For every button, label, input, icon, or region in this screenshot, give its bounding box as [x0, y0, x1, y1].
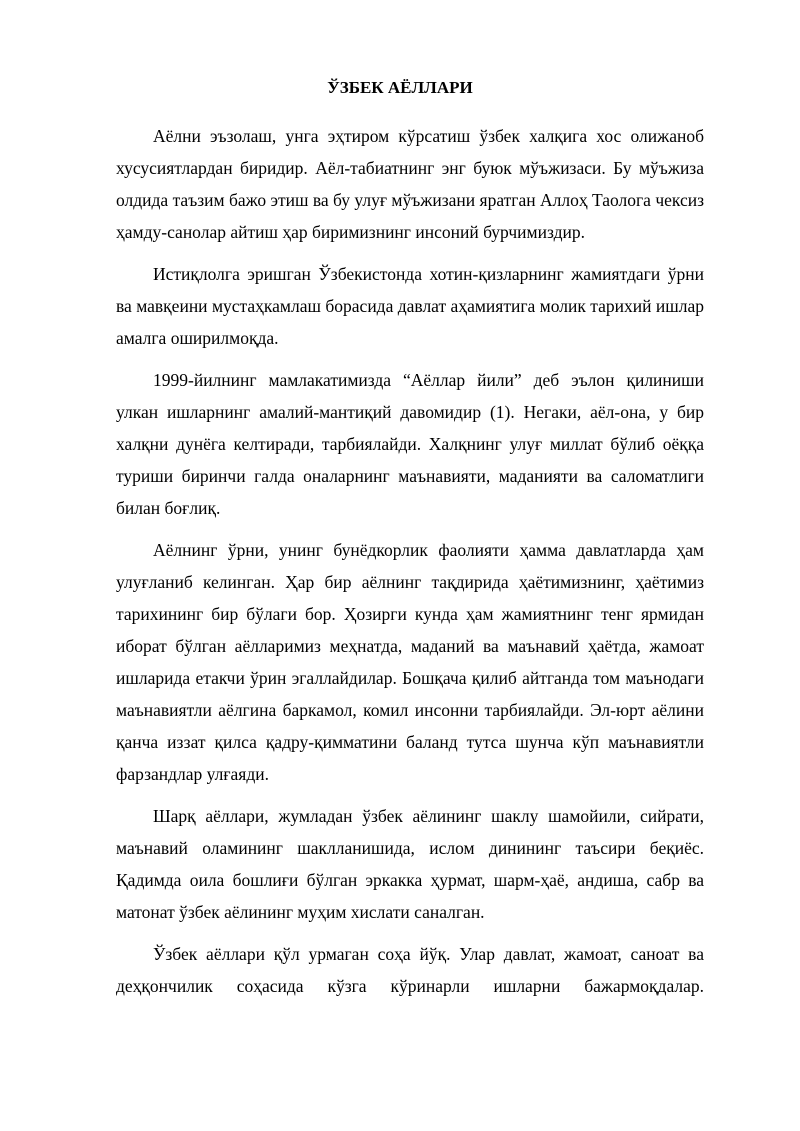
document-title: ЎЗБЕК АЁЛЛАРИ [327, 78, 473, 97]
document-body [116, 120, 704, 1012]
paragraph-1: Аёлни эъзолаш, унга эҳтиром кўрсатиш ўзбек халқига хос олижаноб хусусиятлардан биридир. Аёл-табиатнинг энг буюк мўъжизаси. Бу мўъжиза олдида таъзим бажо этиш ва бу улуғ мўъжизани яратган Аллоҳ Таолога чексиз ҳамду-санолар айтиш ҳар биримизнинг инсоний бурчимиздир. [116, 126, 704, 242]
paragraph-3: 1999-йилнинг мамлакатимизда “Аёллар йили” деб эълон қилиниши улкан ишларнинг амалий-мантиқий давомидир (1). Негаки, аёл-она, у бир халқни дунёга келтиради, тарбиялайди. Халқнинг улуғ миллат бўлиб оёққа туриши биринчи галда оналарнинг маънавияти, маданияти ва саломатлиги билан боғлиқ. [116, 370, 704, 518]
paragraph-2: Истиқлолга эришган Ўзбекистонда хотин-қизларнинг жамиятдаги ўрни ва мавқеини мустаҳкамлаш борасида давлат аҳамиятига молик тарихий ишлар амалга оширилмоқда. [116, 264, 704, 348]
paragraph-6: Ўзбек аёллари қўл урмаган соҳа йўқ. Улар давлат, жамоат, саноат ва деҳқончилик соҳасида кўзга кўринарли ишларни бажармоқдалар. [116, 944, 704, 996]
paragraph-5: Шарқ аёллари, жумладан ўзбек аёлининг шаклу шамойили, сийрати, маънавий оламининг шаклланишида, ислом динининг таъсири беқиёс. Қадимда оила бошлиғи бўлган эркакка ҳурмат, шарм-ҳаё, андиша, сабр ва матонат ўзбек аёлининг муҳим хислати саналган. [116, 806, 704, 922]
paragraph-4: Аёлнинг ўрни, унинг бунёдкорлик фаолияти ҳамма давлатларда ҳам улуғланиб келинган. Ҳар бир аёлнинг тақдирида ҳаётимизнинг, ҳаётимиз тарихининг бир бўлаги бор. Ҳозирги кунда ҳам жамиятнинг тенг ярмидан иборат бўлган аёлларимиз меҳнатда, маданий ва маънавий ҳаётда, жамоат ишларида етакчи ўрин эгаллайдилар. Бошқача қилиб айтганда том маънодаги маънавиятли аёлгина баркамол, комил инсонни тарбиялайди. Эл-юрт аёлини қанча иззат қилса қадру-қимматини баланд тутса шунча кўп маънавиятли фарзандлар улғаяди. [116, 540, 704, 784]
